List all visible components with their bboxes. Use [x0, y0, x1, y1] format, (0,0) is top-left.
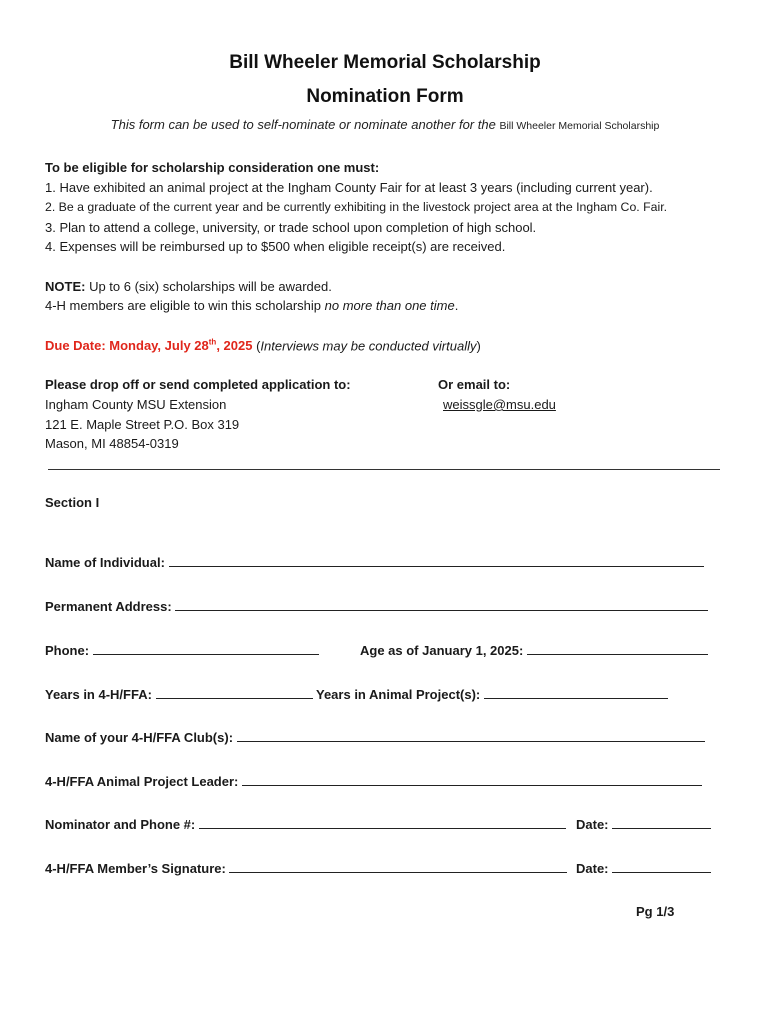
mail-line-1: Ingham County MSU Extension — [45, 397, 227, 412]
address-label: Permanent Address: — [45, 599, 172, 614]
email-heading: Or email to: — [438, 377, 511, 392]
name-field — [45, 554, 704, 570]
subtitle-small: Bill Wheeler Memorial Scholarship — [499, 120, 660, 132]
eligibility-item-1: 1. Have exhibited an animal project at the Ingham County Fair for at least 3 years (including current year). — [45, 180, 653, 195]
signature-label: 4-H/FFA Member’s Signature: — [45, 861, 226, 876]
years-animal-label: Years in Animal Project(s): — [316, 687, 481, 702]
phone-field — [45, 642, 319, 658]
mail-heading: Please drop off or send completed application to: — [45, 377, 351, 392]
note-line2-start: 4-H members are eligible to win this scholarship — [45, 298, 325, 313]
signature-field — [45, 860, 567, 876]
leader-field — [45, 773, 702, 789]
note-line2-end: . — [454, 298, 459, 313]
due-date-label — [45, 338, 252, 353]
years-4h-input-line[interactable] — [156, 686, 313, 699]
eligibility-item-2: 2. Be a graduate of the current year and be currently exhibiting in the livestock project area at the Ingham Co. Fair. — [45, 200, 668, 214]
date1-label: Date: — [576, 817, 609, 832]
name-input-line[interactable] — [169, 554, 704, 567]
subtitle-italic: This form can be used to self-nominate or nominate another for the — [110, 117, 496, 132]
club-input-line[interactable] — [237, 729, 705, 742]
mail-line-2: 121 E. Maple Street P.O. Box 319 — [45, 417, 240, 432]
age-label: Age as of January 1, 2025: — [360, 643, 524, 658]
nominator-label: Nominator and Phone #: — [45, 817, 196, 832]
page-number: Pg 1/3 — [636, 904, 675, 919]
due-paren-close: ) — [476, 338, 481, 354]
due-date-start: Due Date: Monday, July 28 — [45, 338, 209, 354]
date-field-2 — [576, 860, 711, 876]
section-heading: Section I — [45, 495, 100, 510]
form-title-line2: Nomination Form — [306, 86, 464, 107]
phone-input-line[interactable] — [93, 642, 319, 655]
form-subtitle — [0, 117, 770, 132]
eligibility-item-4: 4. Expenses will be reimbursed up to $500 when eligible receipt(s) are received. — [45, 239, 506, 254]
due-paren-open: ( — [252, 338, 261, 354]
date2-label: Date: — [576, 861, 609, 876]
years-animal-field — [316, 686, 668, 702]
email-link[interactable]: weissgle@msu.edu — [443, 397, 556, 412]
form-title-line1: Bill Wheeler Memorial Scholarship — [229, 52, 541, 73]
signature-input-line[interactable] — [229, 860, 567, 873]
due-date-line — [45, 338, 481, 353]
due-note: Interviews may be conducted virtually — [260, 338, 477, 354]
leader-input-line[interactable] — [242, 773, 702, 786]
due-date-sup: th — [208, 338, 217, 347]
mail-line-3: Mason, MI 48854-0319 — [45, 436, 179, 451]
note-line-1 — [45, 279, 332, 294]
name-label: Name of Individual: — [45, 555, 165, 570]
note-text: Up to 6 (six) scholarships will be awarded. — [85, 279, 332, 294]
years-animal-input-line[interactable] — [484, 686, 668, 699]
date1-input-line[interactable] — [612, 816, 711, 829]
eligibility-heading: To be eligible for scholarship consideration one must: — [45, 160, 380, 175]
date-field-1 — [576, 816, 711, 832]
phone-label: Phone: — [45, 643, 90, 658]
due-date-end: , 2025 — [216, 338, 253, 354]
club-field — [45, 729, 705, 745]
age-input-line[interactable] — [527, 642, 708, 655]
nominator-input-line[interactable] — [199, 816, 566, 829]
note-label: NOTE: — [45, 279, 86, 294]
age-field — [360, 642, 708, 658]
address-input-line[interactable] — [175, 598, 708, 611]
eligibility-item-3: 3. Plan to attend a college, university, or trade school upon completion of high school. — [45, 220, 537, 235]
date2-input-line[interactable] — [612, 860, 711, 873]
years-4h-field — [45, 686, 313, 702]
note-line-2 — [45, 298, 458, 313]
address-field — [45, 598, 708, 614]
section-divider — [48, 469, 720, 470]
nominator-field — [45, 816, 566, 832]
club-label: Name of your 4-H/FFA Club(s): — [45, 730, 234, 745]
note-line2-italic: no more than one time — [324, 298, 455, 313]
leader-label: 4-H/FFA Animal Project Leader: — [45, 774, 239, 789]
years-4h-label: Years in 4-H/FFA: — [45, 687, 152, 702]
